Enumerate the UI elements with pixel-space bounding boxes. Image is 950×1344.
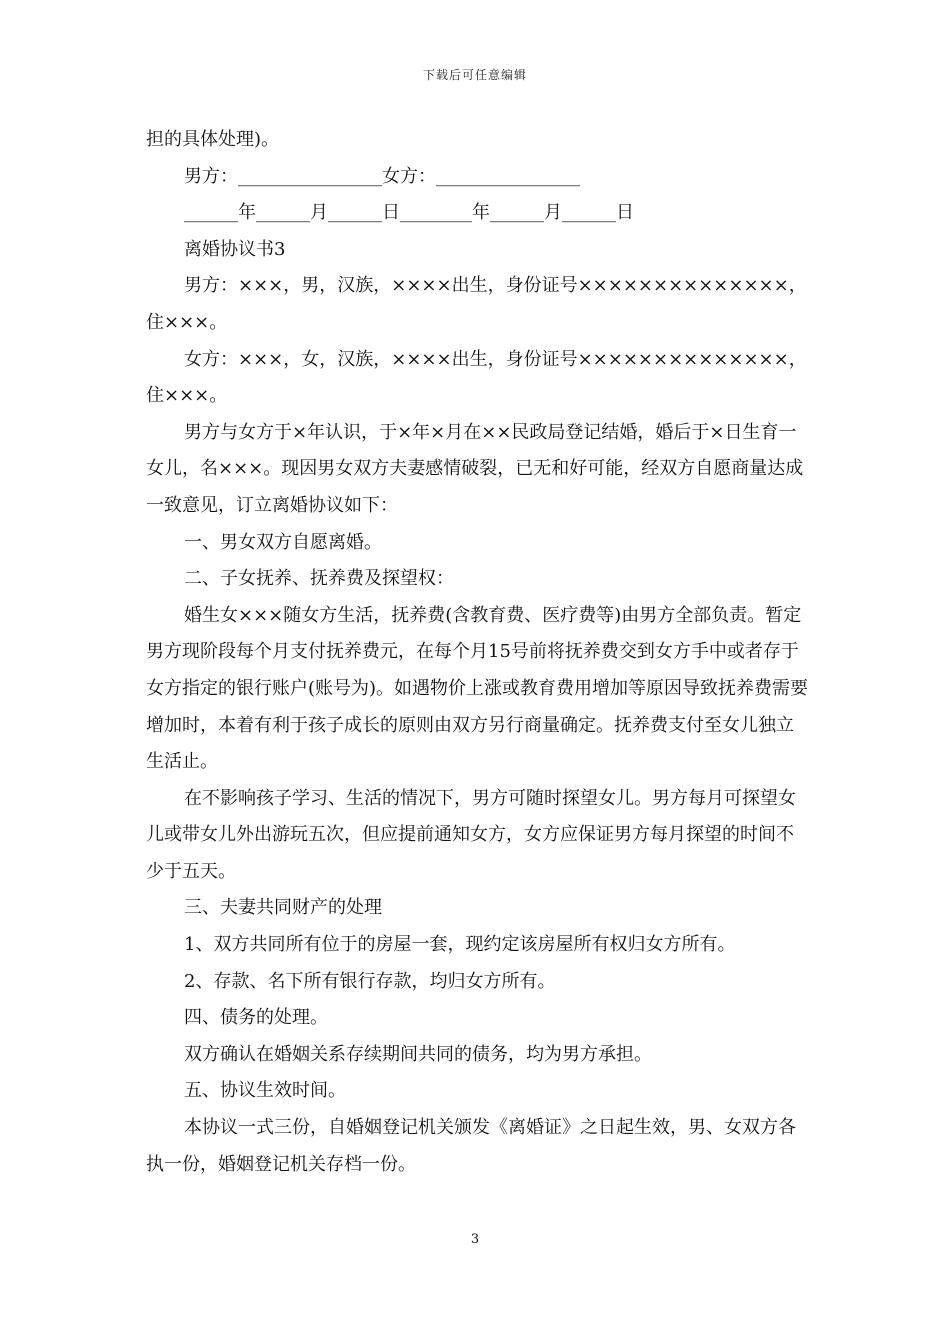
clause-4-heading: 四、债务的处理。 [184,1007,328,1029]
section-title: 离婚协议书3 [184,238,286,260]
paragraph-male-party: 男方：×××，男，汉族，××××出生，身份证号××××××××××××××，住×××。 [146,275,807,333]
signature-line-dates: ______年______月______日________年______月______日 [184,202,634,224]
paragraph-child-support: 婚生女×××随女方生活，抚养费(含教育费、医疗费等)由男方全部负责。暂定男方现阶段每个月支付抚养费元，在每个月15号前将抚养费交到女方手中或者存于女方指定的银行账户(账号为)。如遇物价上涨或教育费用增加等原因导致抚养费需要增加时，本着有利于孩子成长的原则由双方另行商量确定。抚养费支付至女儿独立生活止。 [146,604,809,773]
property-item-1: 1、双方共同所有位于的房屋一套，现约定该房屋所有权归女方所有。 [184,934,736,956]
clause-2-heading: 二、子女抚养、抚养费及探望权： [184,568,454,590]
signature-line-parties: 男方：________________女方：________________ [184,165,580,187]
paragraph-effective-time: 本协议一式三份，自婚姻登记机关颁发《离婚证》之日起生效，男、女双方各执一份，婚姻登记机关存档一份。 [146,1117,796,1175]
paragraph-visitation: 在不影响孩子学习、生活的情况下，男方可随时探望女儿。男方每月可探望女儿或带女儿外出游玩五次，但应提前通知女方，女方应保证男方每月探望的时间不少于五天。 [146,787,796,882]
page-header: 下载后可任意编辑 [422,68,527,82]
paragraph-continuation: 担的具体处理)。 [146,129,280,150]
clause-1-heading: 一、男女双方自愿离婚。 [184,531,382,553]
clause-5-heading: 五、协议生效时间。 [184,1080,346,1102]
paragraph-background: 男方与女方于×年认识，于×年×月在××民政局登记结婚，婚后于×日生育一女儿，名×××。现因男女双方夫妻感情破裂，已无和好可能，经双方自愿商量达成一致意见，订立离婚协议如下： [146,421,804,516]
property-item-2: 2、存款、名下所有银行存款，均归女方所有。 [184,970,556,992]
clause-3-heading: 三、夫妻共同财产的处理 [184,897,382,919]
page-number: 3 [470,1232,480,1247]
document-body [146,122,810,1183]
paragraph-debts: 双方确认在婚姻关系存续期间共同的债务，均为男方承担。 [184,1043,652,1065]
paragraph-female-party: 女方：×××，女，汉族，××××出生，身份证号××××××××××××××，住×××。 [146,348,807,407]
